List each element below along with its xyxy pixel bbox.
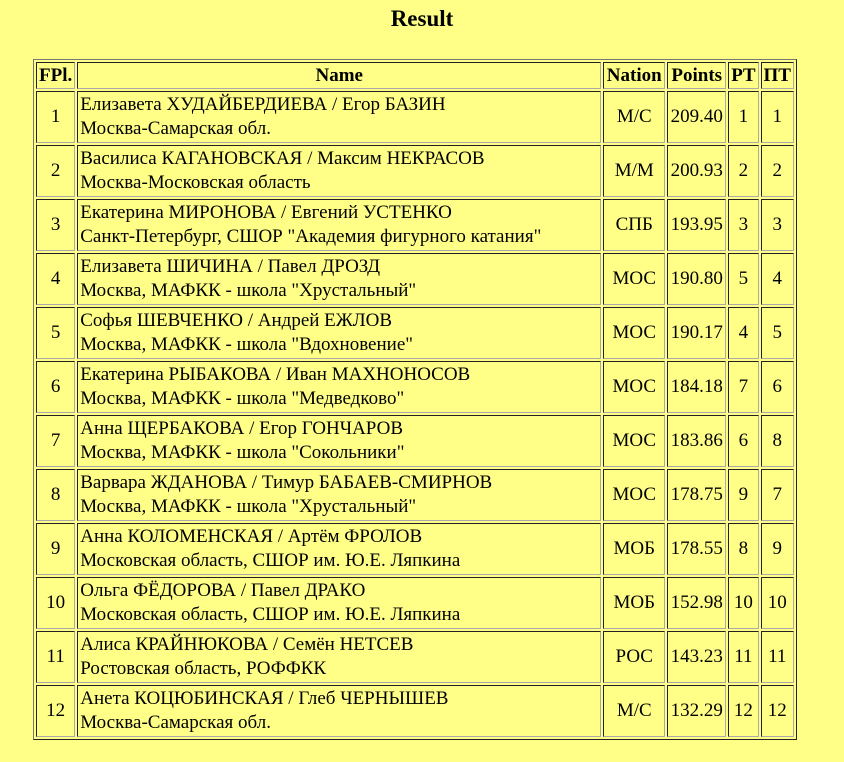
pt-cell: 3 <box>728 199 758 251</box>
page-title: Result <box>390 6 454 31</box>
club-name: Москва-Московская область <box>80 172 311 193</box>
name-cell <box>77 523 601 575</box>
column-header-place: FPl. <box>36 62 75 89</box>
club-name: Санкт-Петербург, СШОР "Академия фигурного катания" <box>80 226 542 247</box>
pt-cell: 6 <box>728 415 758 467</box>
club-name: Московская область, СШОР им. Ю.Е. Ляпкина <box>80 604 461 625</box>
club-name: Москва, МАФКК - школа "Вдохновение" <box>80 334 414 355</box>
name-cell <box>77 199 601 251</box>
pair-names: Алиса КРАЙНЮКОВА / Семён НЕТСЕВ <box>80 634 414 655</box>
nation-cell: СПБ <box>603 199 665 251</box>
table-row <box>36 523 794 575</box>
ft-cell: 3 <box>761 199 794 251</box>
table-row <box>36 415 794 467</box>
club-name: Москва-Самарская обл. <box>80 118 271 139</box>
club-name: Москва, МАФКК - школа "Хрустальный" <box>80 496 417 517</box>
points-cell: 209.40 <box>667 91 726 143</box>
nation-cell: М/М <box>603 145 665 197</box>
pt-cell: 4 <box>728 307 758 359</box>
place-cell: 4 <box>36 253 75 305</box>
ft-cell: 7 <box>761 469 794 521</box>
name-cell <box>77 469 601 521</box>
pt-cell: 5 <box>728 253 758 305</box>
points-cell: 132.29 <box>667 685 726 737</box>
name-cell <box>77 307 601 359</box>
table-row <box>36 145 794 197</box>
table-row <box>36 307 794 359</box>
pair-names: Екатерина РЫБАКОВА / Иван МАХНОНОСОВ <box>80 364 471 385</box>
points-cell: 190.80 <box>667 253 726 305</box>
table-row <box>36 361 794 413</box>
nation-cell: РОС <box>603 631 665 683</box>
club-name: Ростовская область, РОФФКК <box>80 658 327 679</box>
pt-cell: 1 <box>728 91 758 143</box>
name-cell <box>77 415 601 467</box>
pt-cell: 2 <box>728 145 758 197</box>
nation-cell: М/С <box>603 685 665 737</box>
place-cell: 6 <box>36 361 75 413</box>
points-cell: 152.98 <box>667 577 726 629</box>
name-cell <box>77 253 601 305</box>
pair-names: Елизавета ХУДАЙБЕРДИЕВА / Егор БАЗИН <box>80 94 446 115</box>
nation-cell: МОС <box>603 415 665 467</box>
ft-cell: 9 <box>761 523 794 575</box>
club-name: Москва, МАФКК - школа "Медведково" <box>80 388 405 409</box>
club-name: Москва-Самарская обл. <box>80 712 271 733</box>
name-cell <box>77 685 601 737</box>
ft-cell: 8 <box>761 415 794 467</box>
pair-names: Елизавета ШИЧИНА / Павел ДРОЗД <box>80 256 381 277</box>
name-cell <box>77 91 601 143</box>
pair-names: Варвара ЖДАНОВА / Тимур БАБАЕВ-СМИРНОВ <box>80 472 493 493</box>
points-cell: 184.18 <box>667 361 726 413</box>
place-cell: 7 <box>36 415 75 467</box>
header-row <box>36 62 794 89</box>
ft-cell: 2 <box>761 145 794 197</box>
pt-cell: 10 <box>728 577 758 629</box>
column-header-nation: Nation <box>603 62 665 89</box>
pt-cell: 7 <box>728 361 758 413</box>
table-row <box>36 199 794 251</box>
name-cell <box>77 361 601 413</box>
pair-names: Екатерина МИРОНОВА / Евгений УСТЕНКО <box>80 202 452 223</box>
table-row <box>36 577 794 629</box>
table-row <box>36 91 794 143</box>
name-cell <box>77 145 601 197</box>
place-cell: 1 <box>36 91 75 143</box>
nation-cell: М/С <box>603 91 665 143</box>
pair-names: Ольга ФЁДОРОВА / Павел ДРАКО <box>80 580 366 601</box>
column-header-points: Points <box>667 62 726 89</box>
pair-names: Василиса КАГАНОВСКАЯ / Максим НЕКРАСОВ <box>80 148 485 169</box>
ft-cell: 1 <box>761 91 794 143</box>
place-cell: 2 <box>36 145 75 197</box>
nation-cell: МОС <box>603 253 665 305</box>
place-cell: 12 <box>36 685 75 737</box>
pt-cell: 9 <box>728 469 758 521</box>
place-cell: 3 <box>36 199 75 251</box>
points-cell: 200.93 <box>667 145 726 197</box>
results-table <box>33 59 797 740</box>
pair-names: Софья ШЕВЧЕНКО / Андрей ЕЖЛОВ <box>80 310 393 331</box>
pair-names: Анна ЩЕРБАКОВА / Егор ГОНЧАРОВ <box>80 418 403 439</box>
pair-names: Анета КОЦЮБИНСКАЯ / Глеб ЧЕРНЫШЕВ <box>80 688 449 709</box>
table-row <box>36 685 794 737</box>
place-cell: 9 <box>36 523 75 575</box>
nation-cell: МОС <box>603 307 665 359</box>
table-row <box>36 631 794 683</box>
nation-cell: МОБ <box>603 523 665 575</box>
ft-cell: 4 <box>761 253 794 305</box>
pair-names: Анна КОЛОМЕНСКАЯ / Артём ФРОЛОВ <box>80 526 423 547</box>
pt-cell: 8 <box>728 523 758 575</box>
pt-cell: 12 <box>728 685 758 737</box>
pt-cell: 11 <box>728 631 758 683</box>
points-cell: 178.55 <box>667 523 726 575</box>
points-cell: 190.17 <box>667 307 726 359</box>
points-cell: 178.75 <box>667 469 726 521</box>
table-row <box>36 469 794 521</box>
column-header-name: Name <box>77 62 601 89</box>
place-cell: 11 <box>36 631 75 683</box>
table-row <box>36 253 794 305</box>
club-name: Москва, МАФКК - школа "Хрустальный" <box>80 280 417 301</box>
club-name: Москва, МАФКК - школа "Сокольники" <box>80 442 405 463</box>
name-cell <box>77 577 601 629</box>
name-cell <box>77 631 601 683</box>
place-cell: 10 <box>36 577 75 629</box>
club-name: Московская область, СШОР им. Ю.Е. Ляпкина <box>80 550 461 571</box>
ft-cell: 10 <box>761 577 794 629</box>
points-cell: 143.23 <box>667 631 726 683</box>
nation-cell: МОС <box>603 469 665 521</box>
column-header-pt: PT <box>728 62 758 89</box>
column-header-ft: ПТ <box>761 62 794 89</box>
nation-cell: МОБ <box>603 577 665 629</box>
place-cell: 8 <box>36 469 75 521</box>
ft-cell: 12 <box>761 685 794 737</box>
ft-cell: 11 <box>761 631 794 683</box>
ft-cell: 6 <box>761 361 794 413</box>
place-cell: 5 <box>36 307 75 359</box>
points-cell: 193.95 <box>667 199 726 251</box>
points-cell: 183.86 <box>667 415 726 467</box>
ft-cell: 5 <box>761 307 794 359</box>
nation-cell: МОС <box>603 361 665 413</box>
